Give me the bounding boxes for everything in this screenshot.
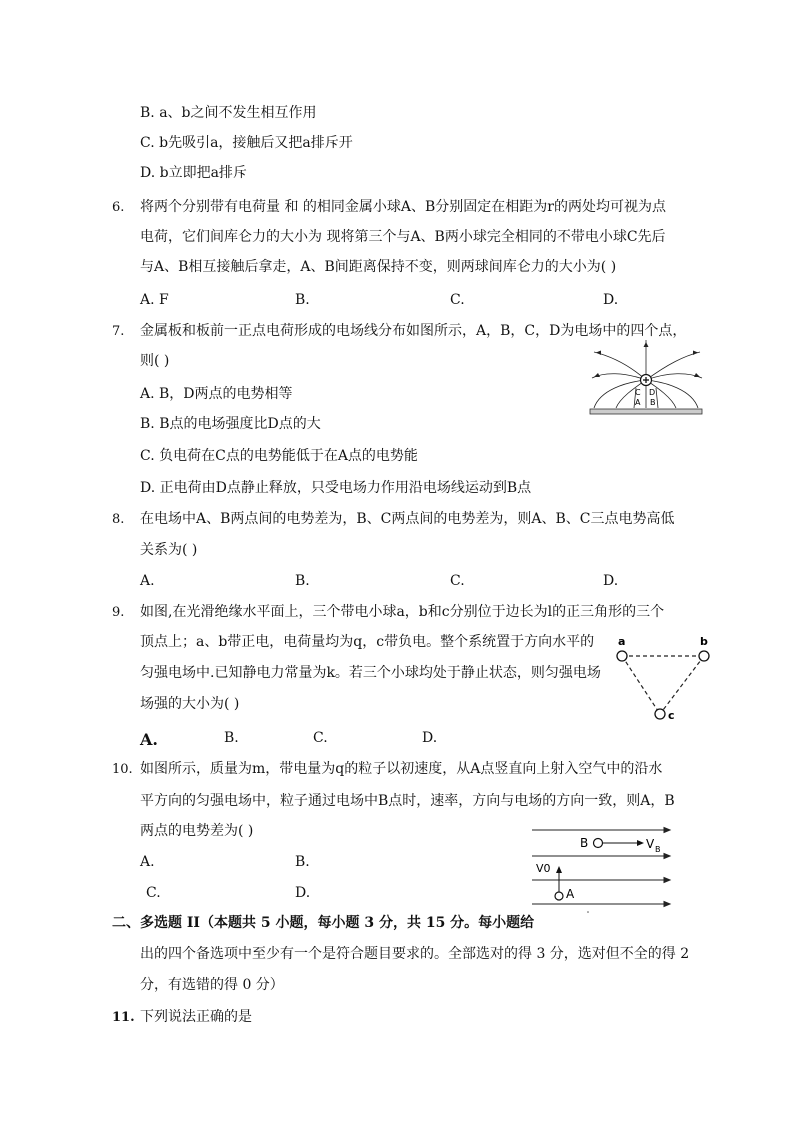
q8-line-1: 在电场中A、B两点间的电势差为，B、C两点间的电势差为，则A、B、C三点电势高低	[140, 511, 675, 527]
q9-ball-c	[655, 709, 665, 719]
q9-triangle-figure	[610, 632, 716, 724]
q6-line-3: 与A、B相互接触后拿走，A、B间距离保持不变，则两球间库仑力的大小为( )	[140, 259, 617, 275]
q9-line-3: 匀强电场中.已知静电力常量为k。若三个小球均处于静止状态，则匀强电场	[140, 665, 601, 681]
q6-line-2: 电荷，它们间库仑力的大小为 现将第三个与A、B两小球完全相同的不带电小球C先后	[140, 229, 666, 245]
q7-field-figure	[588, 338, 704, 418]
q10-line-1: 如图所示，质量为m，带电量为q的粒子以初速度，从A点竖直向上射入空气中的沿水	[140, 761, 663, 777]
section-2-line-3: 分，有选错的得 0 分）	[140, 977, 284, 993]
q5-option-b: B. a、b之间不发生相互作用	[140, 105, 317, 121]
q10-option-c: C.	[146, 885, 161, 901]
q7-fig-label-d: D	[649, 388, 656, 397]
q10-point-b	[594, 839, 603, 848]
q7-number: 7.	[112, 324, 125, 339]
q10-fig-label-vb-sub: B	[655, 845, 661, 854]
q8-option-c: C.	[450, 573, 465, 589]
q6-number: 6.	[112, 200, 125, 215]
q10-option-b: B.	[295, 854, 310, 870]
q5-option-d: D. b立即把a排斥	[140, 165, 247, 181]
q10-fig-label-a: A	[566, 887, 575, 901]
q10-option-a: A.	[140, 854, 155, 870]
q6-option-d: D.	[603, 292, 619, 308]
q7-fig-label-c: C	[635, 388, 641, 397]
q9-line-2: 顶点上；a、b带正电，电荷量均为q，c带负电。整个系统置于方向水平的	[140, 634, 595, 650]
q10-option-d: D.	[295, 885, 311, 901]
q11-number: 11.	[112, 1010, 135, 1025]
q10-fig-label-vb: V	[646, 837, 655, 851]
q10-field-figure	[528, 822, 674, 916]
q11-line-1: 下列说法正确的是	[140, 1009, 252, 1025]
q8-line-2: 关系为( )	[140, 542, 198, 558]
q7-metal-plate	[590, 409, 702, 414]
section-2-line-2: 出的四个备选项中至少有一个是符合题目要求的。全部选对的得 3 分，选对但不全的得 2	[140, 946, 690, 962]
q9-ball-a	[617, 651, 627, 661]
q9-option-c: C.	[313, 730, 328, 746]
q10-number: 10.	[112, 762, 133, 777]
section-2-heading: 二、多选题 II（本题共 5 小题，每小题 3 分，共 15 分。每小题给	[112, 915, 535, 931]
q10-fig-label-b: B	[580, 836, 589, 850]
q10-point-a	[555, 892, 563, 900]
q9-fig-label-c: c	[668, 709, 675, 722]
q8-option-a: A.	[140, 573, 155, 589]
q9-fig-label-b: b	[700, 635, 708, 648]
q6-option-a: A. F	[140, 292, 169, 308]
q8-number: 8.	[112, 512, 125, 527]
q10-line-3: 两点的电势差为( )	[140, 823, 254, 839]
q6-option-b: B.	[295, 292, 310, 308]
q9-line-1: 如图,在光滑绝缘水平面上，三个带电小球a，b和c分别位于边长为l的正三角形的三个	[140, 604, 665, 620]
q7-option-b: B. B点的电场强度比D点的大	[140, 416, 321, 432]
q7-option-c: C. 负电荷在C点的电势能低于在A点的电势能	[140, 448, 418, 464]
q7-fig-label-a: A	[635, 398, 641, 407]
q7-option-a: A. B，D两点的电势相等	[140, 386, 293, 402]
q9-option-d: D.	[422, 730, 438, 746]
q9-ball-b	[699, 651, 709, 661]
q9-option-b: B.	[224, 730, 239, 746]
q8-option-b: B.	[295, 573, 310, 589]
q7-fig-label-b: B	[650, 398, 656, 407]
q9-number: 9.	[112, 605, 125, 620]
q7-line-2: 则( )	[140, 353, 170, 369]
q5-option-c: C. b先吸引a，接触后又把a排斥开	[140, 135, 353, 151]
q9-fig-label-a: a	[618, 635, 626, 648]
q7-line-1: 金属板和板前一正点电荷形成的电场线分布如图所示，A，B，C，D为电场中的四个点，	[140, 323, 687, 339]
q10-line-2: 平方向的匀强电场中，粒子通过电场中B点时，速率，方向与电场的方向一致，则A，B	[140, 793, 675, 809]
q9-option-a: A.	[140, 730, 158, 749]
q6-option-c: C.	[450, 292, 465, 308]
q7-option-d: D. 正电荷由D点静止释放，只受电场力作用沿电场线运动到B点	[140, 480, 532, 496]
q8-option-d: D.	[603, 573, 619, 589]
q6-line-1: 将两个分别带有电荷量 和 的相同金属小球A、B分别固定在相距为r的两处均可视为点	[140, 199, 666, 215]
q9-line-4: 场强的大小为( )	[140, 696, 240, 712]
q10-fig-label-v0: V0	[536, 862, 551, 875]
